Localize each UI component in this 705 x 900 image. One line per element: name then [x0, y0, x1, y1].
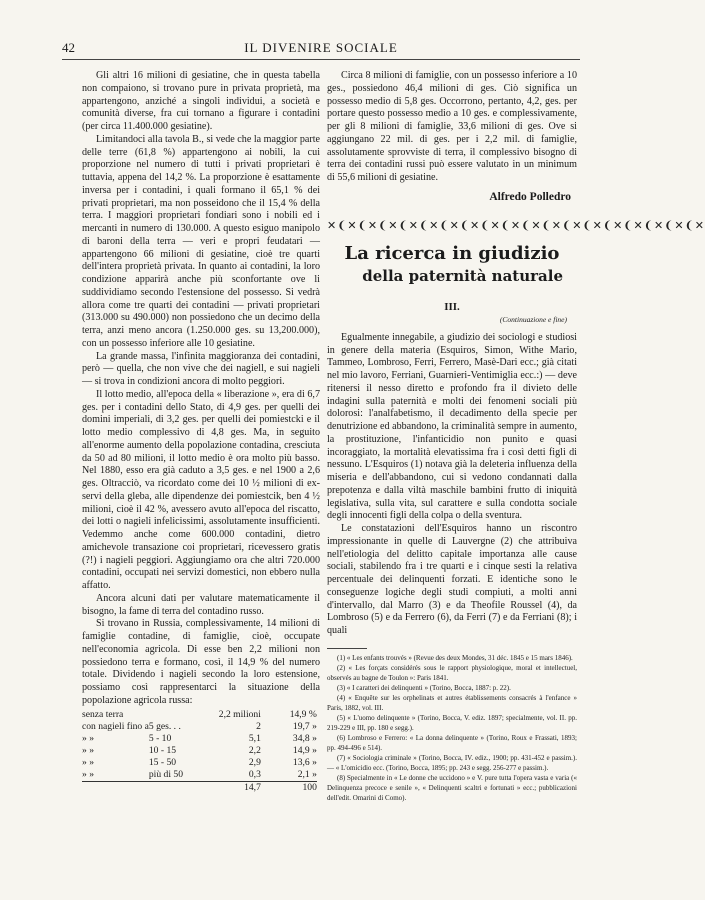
continuation-note: (Continuazione e fine): [499, 314, 567, 324]
table-cell: 5 ges. . .: [148, 720, 181, 732]
table-cell: più di 50: [148, 768, 183, 780]
table-cell: 5,1: [248, 732, 261, 744]
table-total-row: [82, 781, 317, 794]
table-cell: 0,3: [248, 768, 261, 780]
table-cell: 2: [256, 720, 261, 732]
paragraph: Le constatazioni dell'Esquiros hanno un riscontro impressionante in quelle di Lauvergne (2) che attribuiva nell'etiologia del delitto capitale importanza alle cause sociali, stabilendo fra i tre quarti e i cinque sesti la relativa percentuale dei delinquenti forzati. E identiche sono le conseguenze logiche degli studi compiuti, a molti anni d'intervallo, dal Marro (3) e da Theofile Roussel (4), da Lombroso (5) e da Ferrero (6), da Ferri (7) e da Ferriani (8); i quali: [327, 523, 577, 636]
header-rule: [62, 59, 580, 60]
footnote: (5) « L'uomo delinquente » (Torino, Bocca, V. ediz. 1897; specialmente, vol. II. pp. 219-229 e III, pp. 180 e segg.).: [327, 713, 577, 732]
table-row: [82, 769, 317, 782]
paragraph: Circa 8 milioni di famiglie, con un possesso inferiore a 10 ges., possiedono 46,4 milioni di ges. Ciò significa un possesso medio di 5,8 ges. Occorrono, pertanto, 4,2, ges. per portare questo possesso medio a 10 ges. e complessivamente, per gli 8 milioni di famiglie, 33,6 milioni di ges. Ove si aggiungano 22 mil. di ges. per i 2,2 mil. di famiglie, assolutamente sprovviste di terra, il complessivo bisogno di terra dei contadini russi può essere valutato in un minimum di 55,6 milioni di gesiatine.: [327, 70, 577, 183]
footnote: (8) Specialmente in « Le donne che uccidono » e V. pure tutta l'opera vasta e varia (« Delinquenza precoce e senile », « Delinquenti scaltri e fortunati » ecc.; pubblicazioni dell'edit. Omarini di Como).: [327, 773, 577, 802]
table-cell: » »: [82, 744, 94, 756]
paragraph: Limitandoci alla tavola B., si vede che la maggior parte delle terre (61,8 %) appartengono ai nobili, la cui proporzione nel numero di tutti i privati proprietari è tuttavia, appena del 14,2 %. La proporzione è esattamente inversa per i contadini, i quali formano il 65,1 % dei privati proprietari, ma non posseidono che il 15,4 % della terra. I maggiori proprietari fondiari sono i nobili ed i mercanti in numero di 130.000. A questo esiguo manipolo di baroni della terra — veri e propri feudatari — appartengono 66 milioni di gesiatine, cioè tre quarti dell'intera proprietà privata. In quanto ai contadini, la loro condizione apparirà anche più sconfortante ove li suddividiamo secondo l'estensione del possesso. Si vedrà allora come tre quarti dei contadini — privati proprietari (313.000 su 490.000) non possiedono che un decimo della terra, anzi meno ancora (1.250.000 ges. su 13,200.000), con un possesso inferiore alle 10 gesiatine.: [82, 133, 320, 349]
ornamental-divider: ✕❨✕❨✕❨✕❨✕❨✕❨✕❨✕❨✕❨✕❨✕❨✕❨✕❨✕❨✕❨✕❨✕❨✕❨✕: [327, 219, 705, 232]
paragraph: Si trovano in Russia, complessivamente, 14 milioni di famiglie contadine, di famiglie, cioè, occupate nell'economia agricola. Di esse ben 2,2 milioni non possiedono terra e formano, così, il 14,9 % del numero totale. Dividendo i nagieli secondo la loro estensione, possiamo così rappresentarci la situazione della popolazione agricola russa:: [82, 618, 320, 706]
table-row: [82, 733, 317, 745]
footnote: (3) « I caratteri dei delinquenti » (Torino, Bocca, 1887: p. 22).: [337, 683, 511, 692]
table-cell: » »: [82, 768, 94, 780]
right-column: [327, 70, 705, 803]
table-cell: [149, 709, 211, 721]
paragraph: Gli altri 16 milioni di gesiatine, che in questa tabella non compaiono, si trovano pure in privata proprietà, ma appartengono, anziché a singoli individui, a società e comunità diverse, fra cui tornano a figurare i contadini (per circa 11.400.000 gesiatine).: [82, 70, 320, 132]
article-title: La ricerca in giudizio: [344, 242, 560, 264]
footnote: (6) Lombroso e Ferrero: « La donna delinquente » (Torino, Roux e Frassati, 1893; pp. 494-496 e 514).: [327, 733, 577, 752]
table-cell: con nagieli fino a: [82, 720, 149, 732]
footnote-rule: [327, 648, 367, 649]
table-cell: senza terra: [82, 708, 124, 720]
table-row: [82, 745, 317, 757]
article-subtitle: della paternità naturale: [362, 266, 563, 285]
table-cell: 19,7 »: [292, 720, 317, 732]
table-cell: » »: [82, 732, 94, 744]
footnote: (4) « Enquête sur les orphelinats et autres établissements consacrés à l'enfance » Paris, 1882, vol. III.: [327, 693, 577, 712]
section-number: III.: [444, 300, 460, 313]
table-cell: 2,2 milioni: [218, 708, 261, 720]
footnote: (2) « Les forçats considérés sous le rapport physiologique, moral et intellectuel, observés au bagne de Toulon »: Paris 1841.: [327, 663, 577, 682]
landholding-table: [82, 709, 317, 794]
table-cell: 2,9: [248, 756, 261, 768]
paragraph: Il lotto medio, all'epoca della « liberazione », era di 6,7 ges. per i contadini dello Stato, di 4,9 ges. per quelli dei domini imperiali, di 3,2 ges. per quelli dei pomiestcki e il lotto medio complessivo di 4,8 ges. Ma, in seguito all'enorme aumento della popolazione contadina, cresciuta da 50 ad 80 milioni, il lotto medio è ora molto più basso. Nel 1880, esso era già caduto a 3,5 ges. e nel 1900 a 2,6 ges. Oltracciò, va ricordato come dei 10 ½ milioni di ex-servi della gleba, alle dipendenze dei pomiestcik, ben 4 ½ milioni, cioè il 42 %, avessero avuto all'epoca del riscatto, dei lotti o nagieli infelicissimi, assolutamente insufficienti. Vedemmo anche come 600.000 contadini, dietro amichevole transazione coi proprietari, ricevessero gratis (?!) i nagieli peggiori. Aggiungiamo ora che altri 720.000 contadini, occupati nei servizi domestici, non ebbero nulla affatto.: [82, 388, 320, 591]
paragraph: La grande massa, l'infinita maggioranza dei contadini, però — quella, che non vive che dei nagiell, e sui nagieli — si trova in condizioni ancora di molto peggiori.: [82, 350, 320, 387]
table-total-families: 14,7: [211, 781, 263, 794]
table-cell: 5 - 10: [148, 732, 172, 744]
paragraph: Egualmente innegabile, a giudizio dei sociologi e studiosi in genere della materia (Esquiros, Simon, Withe Mario, Tammeo, Lombroso, Ferri, Ferrero, Masè-Dari ecc.; già citati nel mio lavoro, Ferriani, Guarnieri-Ventimiglia ecc.:) — deve ritenersi il nesso diretto e profondo fra il divieto delle indagini sulla paternità e molti dei fenomeni sociali più dolorosi: l'analfabetismo, il decadimento della specie per denutrizione ed abbandono, la criminalità sempre in aumento, la prostituzione, l'infanticidio non punito e quasi incoraggiato, la mortalità elevatissima fra i così detti figli di nessuno. L'Esquiros (1) notava già la deleteria influenza della miseria e dell'abbandono, cui si vedono condannati dalla prepotenza e dalla viltà maschile bambini frutto di iniquità legislativa, sulla vita, sul carattere e sulla condotta sociale degli innocenti figli della colpa o della sventura.: [327, 331, 577, 522]
table-cell: 13,6 »: [292, 756, 317, 768]
table-cell: 2,1 »: [297, 768, 317, 780]
table-row: [82, 709, 317, 721]
table-cell: 10 - 15: [148, 744, 177, 756]
author-signature: Alfredo Polledro: [489, 190, 571, 203]
left-column: [82, 70, 320, 794]
table-cell: 15 - 50: [148, 756, 177, 768]
table-row: [82, 721, 317, 733]
table-cell: » »: [82, 756, 94, 768]
page-number: 42: [62, 40, 75, 55]
running-title: IL DIVENIRE SOCIALE: [244, 40, 398, 55]
table-total-percent: 100: [263, 781, 317, 794]
table-cell: 14,9 %: [289, 708, 317, 720]
table-cell: 2,2: [248, 744, 261, 756]
table-row: [82, 757, 317, 769]
footnote: (7) « Sociologia criminale » (Torino, Bocca, IV. ediz., 1900; pp. 431-452 e passim.). — « L'omicidio ecc. (Torino, Bocca, 1895; pp. 243 e segg. 256-277 e passim.).: [327, 753, 577, 772]
table-cell: 34,8 »: [292, 732, 317, 744]
table-cell: 14,9 »: [292, 744, 317, 756]
paragraph: Ancora alcuni dati per valutare matematicamente il bisogno, la fame di terra del contadino russo.: [82, 592, 320, 617]
footnote: (1) « Les enfants trouvés » (Revue des deux Mondes, 31 déc. 1845 e 15 mars 1846).: [337, 653, 573, 662]
